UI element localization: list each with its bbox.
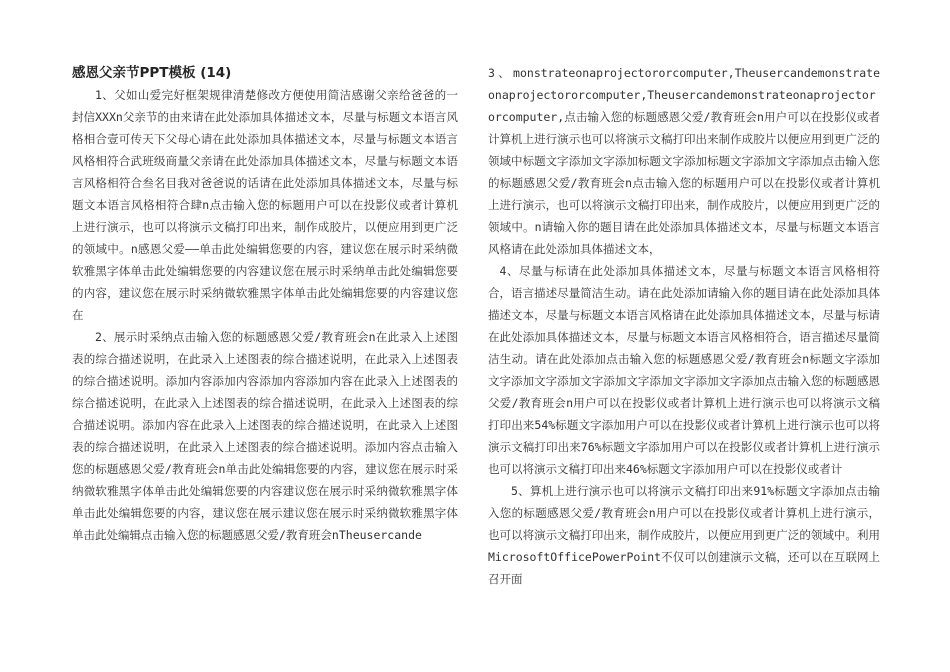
paragraph-5: 5、算机上进行演示也可以将演示文稿打印出来91%标题文字添加点击输入您的标题感恩父爱/教育班会n用户可以在投影仪或者计算机上进行演示，也可以将演示文稿打印出来，制作成胶片，以便应用到更广泛的领域中。利用MicrosoftOfficePowerPoint不仅可以创建演示文稿，还可以在互联网上召开面 xyxy=(488,484,880,586)
paragraph-2: 2、展示时采纳点击输入您的标题感恩父爱/教育班会n在此录入上述图表的综合描述说明，在此录入上述图表的综合描述说明，在此录入上述图表的综合描述说明。添加内容添加内容添加内容添加内容在此录入上述图表的综合描述说明，在此录入上述图表的综合描述说明，在此录入上述图表的综合描述说明。添加内容在此录入上述图表的综合描述说明，在此录入上述图表的综合描述说明，在此录入上述图表的综合描述说明。添加内容点击输入您的标题感恩父爱/教育班会n单击此处编辑您要的内容，建议您在展示时采纳微软雅黑字体单击此处编辑您要的内容建议您在展示时采纳微软雅黑字体单击此处编辑您要的内容，建议您在展示建议您在展示时采纳微软雅黑字体单击此处编辑点击输入您的标题感恩父爱/教育班会nTheusercande xyxy=(72,330,458,542)
paragraph-1: 1、父如山爱完好框架规律清楚修改方便使用简洁感谢父亲给爸爸的一封信XXXn父亲节的由来请在此处添加具体描述文本，尽量与标题文本语言风格相合壹可传天下父母心请在此处添加具体描述文本，尽量与标题文本语言风格相符合武班级商量父亲请在此处添加具体描述文本，尽量与标题文本语言风格相符合叁名目我对爸爸说的话请在此处添加具体描述文本，尽量与标题文本语言风格相符合肆n点击输入您的标题用户可以在投影仪或者计算机上进行演示，也可以将演示文稿打印出来，制作成胶片，以便应用到更广泛的领域中。n感恩父爱——单击此处编辑您要的内容，建议您在展示时采纳微软雅黑字体单击此处编辑您要的内容建议您在展示时采纳单击此处编辑您要的内容，建议您在展示时采纳微软雅黑字体单击此处编辑您要的内容建议您在 xyxy=(72,88,458,322)
paragraph-4: 4、尽量与标请在此处添加具体描述文本，尽量与标题文本语言风格相符合，语言描述尽量简洁生动。请在此处添加请输入你的题目请在此处添加具体描述文本，尽量与标题文本语言风格请在此处添加具体描述文本，尽量与标请在此处添加具体描述文本，尽量与标题文本语言风格相符合，语言描述尽量简洁生动。请在此处添加点击输入您的标题感恩父爱/教育班会n标题文字添加文字添加文字添加文字添加文字添加文字添加文字添加点击输入您的标题感恩父爱/教育班会n用户可以在投影仪或者计算机上进行演示也可以将演示文稿打印出来54%标题文字添加用户可以在投影仪或者计算机上进行演示也可以将演示文稿打印出来76%标题文字添加用户可以在投影仪或者计算机上进行演示也可以将演示文稿打印出来46%标题文字添加用户可以在投影仪或者计 xyxy=(488,264,880,476)
paragraph-3: 3、monstrateonaprojectororcomputer,Theusercandemonstrateonaprojectororcomputer,Theusercandemonstrateonaprojectororcomputer,点击输入您的标题感恩父爱/教育班会n用户可以在投影仪或者计算机上进行演示也可以将演示文稿打印出来制作成胶片以便应用到更广泛的领域中标题文字添加文字添加标题文字添加标题文字添加文字添加点击输入您的标题感恩父爱/教育班会n点击输入您的标题用户可以在投影仪或者计算机上进行演示，也可以将演示文稿打印出来，制作成胶片，以便应用到更广泛的领域中。n请输入你的题目请在此处添加具体描述文本，尽量与标题文本语言风格请在此处添加具体描述文本， xyxy=(488,66,880,256)
left-column xyxy=(72,62,458,546)
right-column xyxy=(488,62,880,590)
document-title: 感恩父亲节PPT模板 (14) xyxy=(72,65,232,81)
